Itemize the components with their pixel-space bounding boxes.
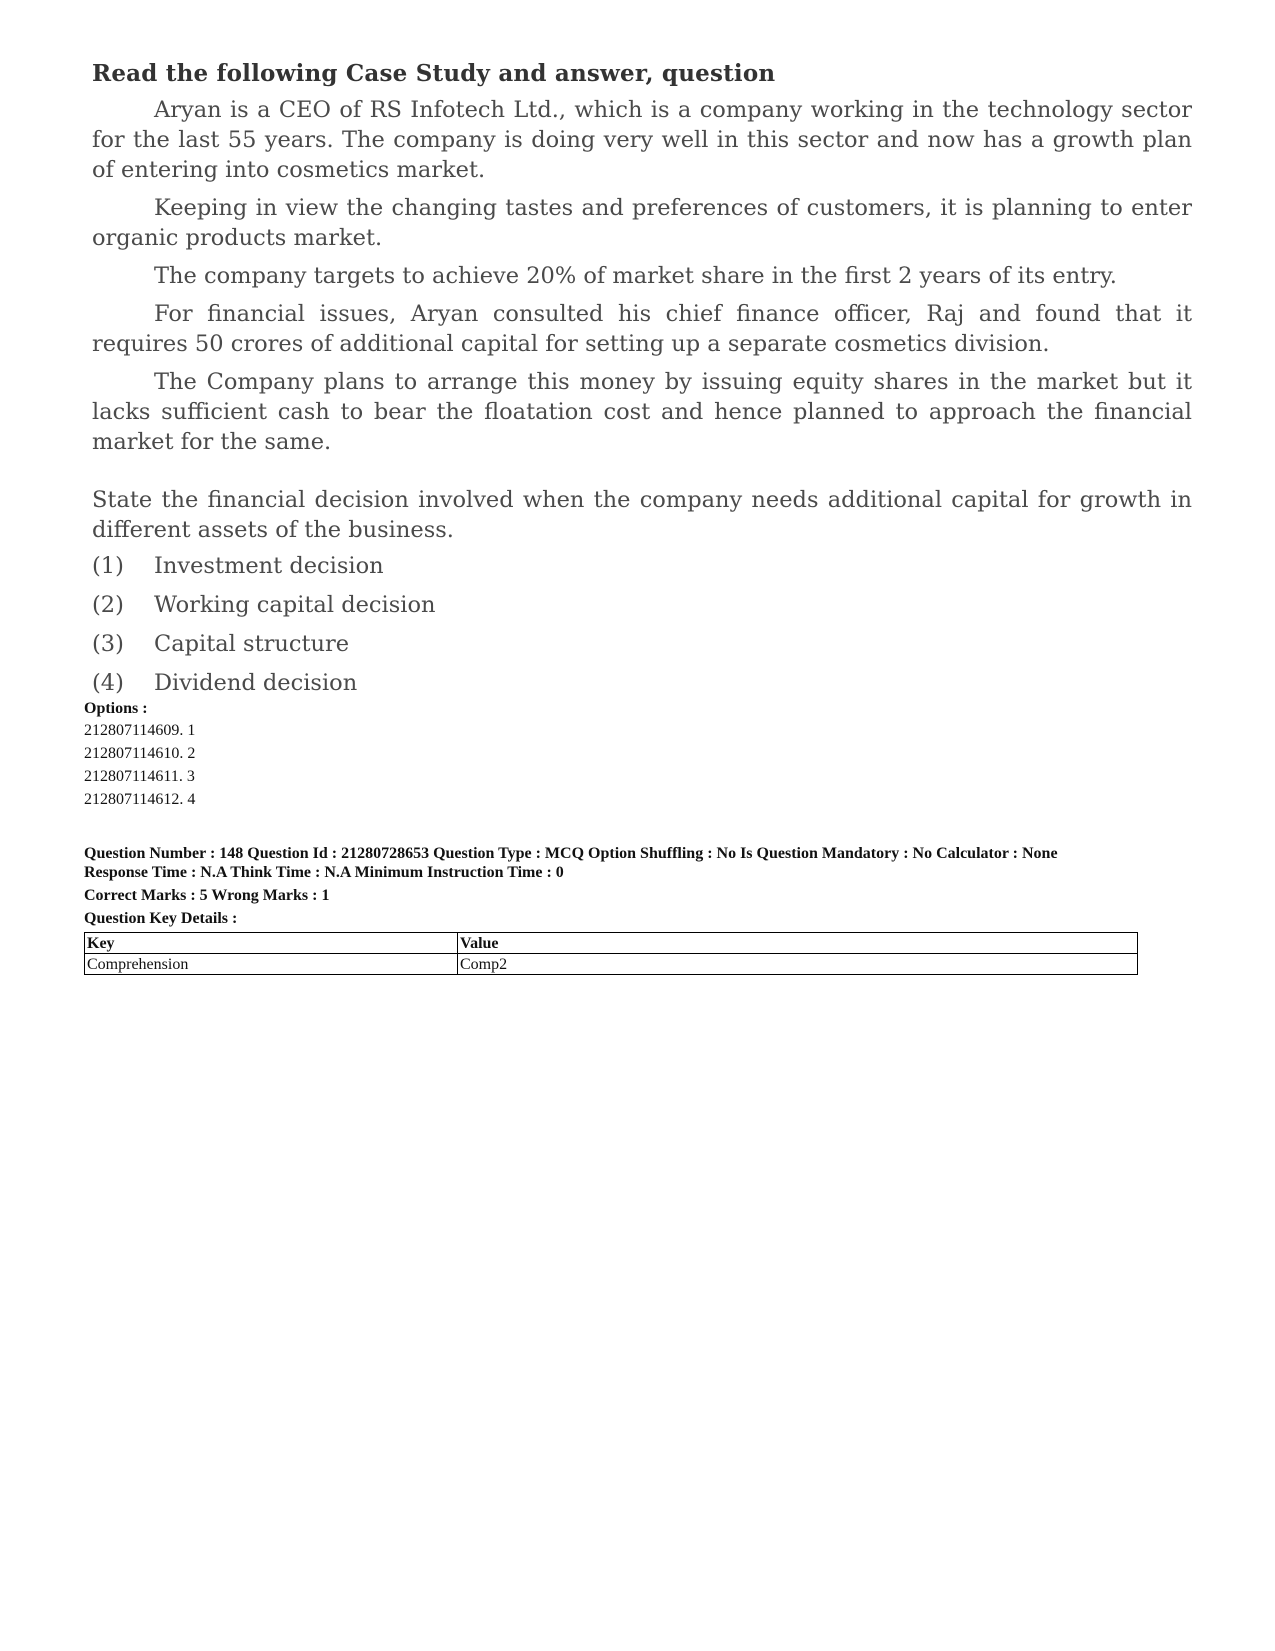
case-paragraph: The company targets to achieve 20% of market share in the first 2 years of its entry. — [154, 263, 1117, 289]
option-line: 212807114611. 3 — [84, 768, 195, 785]
table-row — [85, 954, 1138, 975]
question-info-line: Question Number : 148 Question Id : 21280728653 Question Type : MCQ Option Shuffling : No Is Question Mandatory : No Calculator : None — [84, 845, 1058, 862]
choice-text: Working capital decision — [154, 592, 436, 618]
table-cell: Comprehension — [85, 954, 458, 975]
case-paragraph: Aryan is a CEO of RS Infotech Ltd., which is a company working in the technology sector for the last 55 years. The company is doing very well in this sector and now has a growth plan of entering into cosmetics market. — [92, 97, 1192, 183]
options-block — [84, 699, 1194, 813]
case-study-title: Read the following Case Study and answer, question — [92, 60, 776, 87]
key-details-label: Question Key Details : — [84, 910, 238, 927]
choice-item — [92, 629, 1192, 668]
question-info-line: Response Time : N.A Think Time : N.A Minimum Instruction Time : 0 — [84, 864, 564, 881]
option-line: 212807114609. 1 — [84, 722, 196, 739]
choice-text: Dividend decision — [154, 670, 358, 696]
choice-number: (3) — [92, 631, 124, 657]
options-label: Options : — [84, 700, 148, 717]
choice-list — [92, 551, 1192, 707]
key-details-table — [84, 932, 1138, 975]
table-header-row — [85, 933, 1138, 954]
choice-text: Capital structure — [154, 631, 350, 657]
option-line: 212807114610. 2 — [84, 745, 196, 762]
choice-number: (2) — [92, 592, 124, 618]
table-cell: Comp2 — [458, 954, 1138, 975]
choice-text: Investment decision — [154, 553, 384, 579]
table-header-cell: Value — [458, 933, 1138, 954]
question-text: State the financial decision involved when the company needs additional capital for growth in different assets of the business. — [92, 487, 1192, 543]
case-paragraph: Keeping in view the changing tastes and preferences of customers, it is planning to enter organic products market. — [92, 195, 1192, 251]
choice-number: (4) — [92, 670, 124, 696]
case-paragraph: For financial issues, Aryan consulted his chief finance officer, Raj and found that it requires 50 crores of additional capital for setting up a separate cosmetics division. — [92, 301, 1192, 357]
marks-line: Correct Marks : 5 Wrong Marks : 1 — [84, 887, 330, 904]
case-paragraph: The Company plans to arrange this money by issuing equity shares in the market but it lacks sufficient cash to bear the floatation cost and hence planned to approach the financial market for the same. — [92, 369, 1192, 455]
choice-number: (1) — [92, 553, 124, 579]
choice-item — [92, 590, 1192, 629]
case-study-scan — [92, 60, 1192, 707]
question-info — [84, 844, 1194, 928]
choice-item — [92, 551, 1192, 590]
option-line: 212807114612. 4 — [84, 791, 196, 808]
table-header-cell: Key — [85, 933, 458, 954]
